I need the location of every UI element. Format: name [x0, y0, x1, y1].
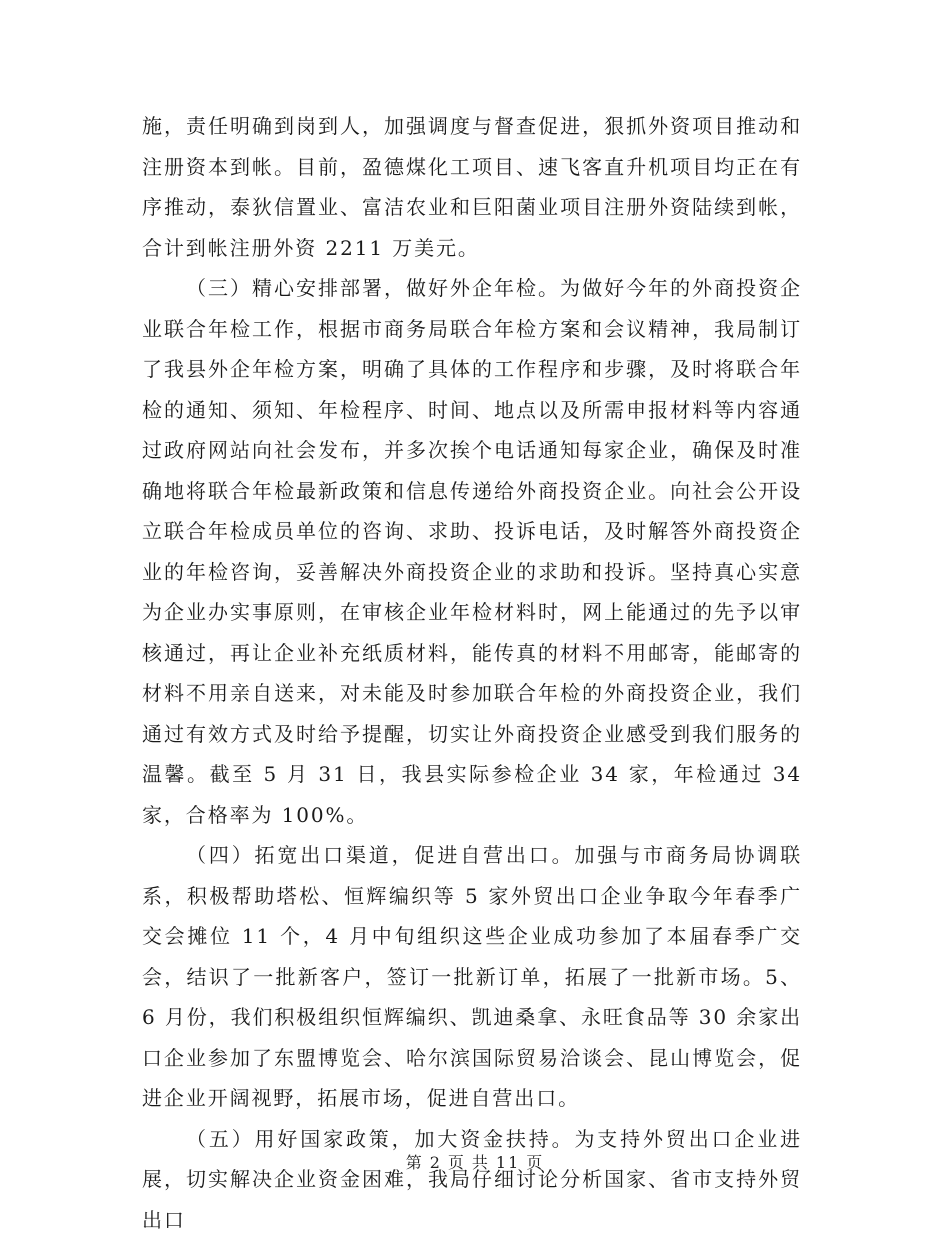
paragraph-section-3: （三）精心安排部署，做好外企年检。为做好今年的外商投资企业联合年检工作，根据市商务局联合年检方案和会议精神，我局制订了我县外企年检方案，明确了具体的工作程序和步骤，及时将联合年检的通知、须知、年检程序、时间、地点以及所需申报材料等内容通过政府网站向社会发布，并多次挨个电话通知每家企业，确保及时准确地将联合年检最新政策和信息传递给外商投资企业。向社会公开设立联合年检成员单位的咨询、求助、投诉电话，及时解答外商投资企业的年检咨询，妥善解决外商投资企业的求助和投诉。坚持真心实意为企业办实事原则，在审核企业年检材料时，网上能通过的先予以审核通过，再让企业补充纸质材料，能传真的材料不用邮寄，能邮寄的材料不用亲自送来，对未能及时参加联合年检的外商投资企业，我们通过有效方式及时给予提醒，切实让外商投资企业感受到我们服务的温馨。截至 5 月 31 日，我县实际参检企业 34 家，年检通过 34 家，合格率为 100%。: [142, 268, 802, 835]
footer-label-total: 共: [472, 1153, 490, 1172]
footer-total-pages: 11: [496, 1153, 520, 1172]
paragraph-continuation: 施，责任明确到岗到人，加强调度与督查促进，狠抓外资项目推动和注册资本到帐。目前，盈德煤化工项目、速飞客直升机项目均正在有序推动，泰狄信置业、富洁农业和巨阳菌业项目注册外资陆续到帐，合计到帐注册外资 2211 万美元。: [142, 106, 802, 268]
paragraph-section-4: （四）拓宽出口渠道，促进自营出口。加强与市商务局协调联系，积极帮助塔松、恒辉编织等 5 家外贸出口企业争取今年春季广交会摊位 11 个，4 月中旬组织这些企业成功参加了本届春季广交会，结识了一批新客户，签订一批新订单，拓展了一批新市场。5、6 月份，我们积极组织恒辉编织、凯迪桑拿、永旺食品等 30 余家出口企业参加了东盟博览会、哈尔滨国际贸易洽谈会、昆山博览会，促进企业开阔视野，拓展市场，促进自营出口。: [142, 835, 802, 1119]
footer-label-unit-2: 页: [526, 1153, 544, 1172]
footer-label-page: 第: [406, 1153, 424, 1172]
paragraph-section-5: （五）用好国家政策，加大资金扶持。为支持外贸出口企业进展，切实解决企业资金困难，我局仔细讨论分析国家、省市支持外贸出口: [142, 1119, 802, 1240]
footer-current-page: 2: [430, 1153, 442, 1172]
page-footer: [0, 1150, 950, 1173]
body-text: [142, 106, 802, 1240]
footer-label-unit: 页: [448, 1153, 466, 1172]
